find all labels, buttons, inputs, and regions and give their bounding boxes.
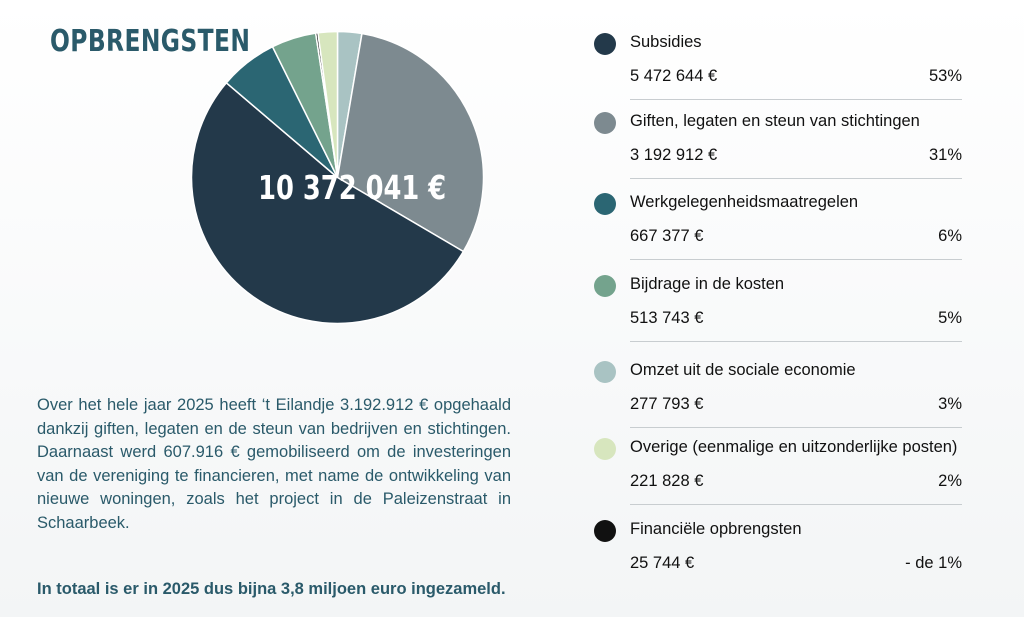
legend-percent: - de 1% <box>905 554 962 572</box>
legend-label: Overige (eenmalige en uitzonderlijke posten) <box>630 438 958 456</box>
legend-swatch <box>594 520 616 542</box>
chart-title: OPBRENGSTEN <box>50 24 251 59</box>
legend-label: Werkgelegenheidsmaatregelen <box>630 193 859 211</box>
legend-swatch <box>594 112 616 134</box>
legend-label: Subsidies <box>630 33 702 51</box>
legend-swatch <box>594 33 616 55</box>
legend-item-bijdrage <box>594 270 994 350</box>
legend-divider <box>630 504 962 505</box>
legend-label: Bijdrage in de kosten <box>630 275 785 293</box>
legend-item-overige <box>594 433 994 513</box>
legend-percent: 53% <box>928 67 962 85</box>
legend-percent: 6% <box>938 227 962 245</box>
legend-divider <box>630 178 962 179</box>
legend-amount: 5 472 644 € <box>630 67 718 85</box>
description-paragraph: Over het hele jaar 2025 heeft ‘t Eilandje 3.192.912 € opgehaald dankzij giften, legaten en de steun van bedrijven en stichtingen. Daarnaast werd 607.916 € gemobiliseerd om de investeringen van de vereniging te financieren, met name de ontwikkeling van nieuwe woningen, zoals het project in de Paleizenstraat in Schaarbeek. <box>37 396 511 532</box>
legend-amount: 513 743 € <box>630 309 704 327</box>
legend-percent: 3% <box>938 395 962 413</box>
description-text <box>37 394 511 535</box>
legend-amount: 667 377 € <box>630 227 704 245</box>
legend-amount: 277 793 € <box>630 395 704 413</box>
legend-label: Omzet uit de sociale economie <box>630 361 856 379</box>
legend-item-giften <box>594 107 994 187</box>
legend-item-subsidies <box>594 28 994 108</box>
legend-percent: 2% <box>938 472 962 490</box>
legend-swatch <box>594 275 616 297</box>
legend-item-omzet <box>594 356 994 436</box>
summary-text: In totaal is er in 2025 dus bijna 3,8 miljoen euro ingezameld. <box>37 580 506 598</box>
legend-swatch <box>594 361 616 383</box>
legend-divider <box>630 427 962 428</box>
legend-swatch <box>594 193 616 215</box>
legend-swatch <box>594 438 616 460</box>
legend-percent: 5% <box>938 309 962 327</box>
legend-amount: 25 744 € <box>630 554 695 572</box>
total-amount: 10 372 041 € <box>258 168 447 207</box>
legend-label: Financiële opbrengsten <box>630 520 802 538</box>
legend-amount: 3 192 912 € <box>630 146 718 164</box>
legend-item-financiele <box>594 515 994 595</box>
legend-divider <box>630 99 962 100</box>
legend-item-werkgelegenheid <box>594 188 994 268</box>
legend-percent: 31% <box>928 146 962 164</box>
legend-amount: 221 828 € <box>630 472 704 490</box>
legend-label: Giften, legaten en steun van stichtingen <box>630 112 920 130</box>
legend-divider <box>630 341 962 342</box>
legend-divider <box>630 259 962 260</box>
